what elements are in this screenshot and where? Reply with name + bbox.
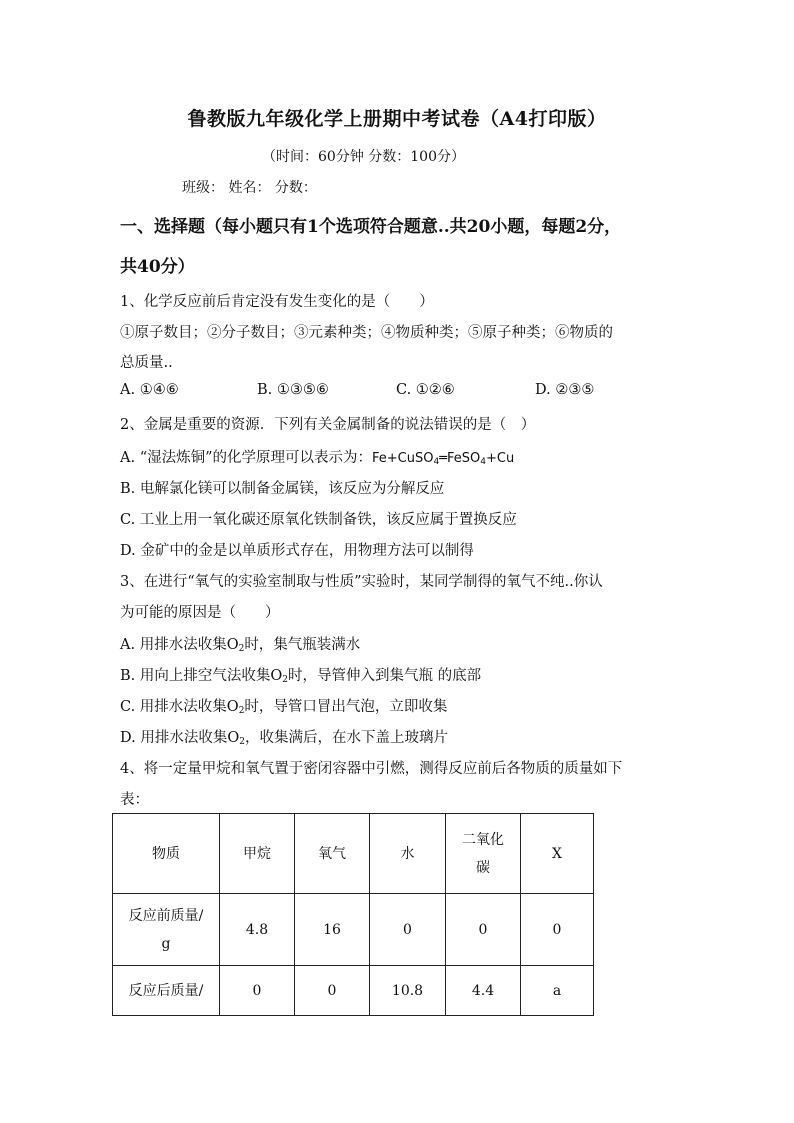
q2-stem: 2、金属是重要的资源．下列有关金属制备的说法错误的是（ ）	[120, 417, 536, 433]
q2-option-b: B. 电解氯化镁可以制备金属镁，该反应为分解反应	[120, 481, 445, 497]
q1-items: ①原子数目；②分子数目；③元素种类；④物质种类；⑤原子种类；⑥物质的	[120, 325, 613, 341]
row-label: 反应后质量/	[113, 966, 220, 1016]
table-cell: a	[521, 966, 594, 1016]
q3-option-d	[120, 726, 448, 747]
table-cell: 0	[446, 894, 521, 966]
header-cell-line: 碳	[476, 859, 490, 876]
q1-option-c: C. ①②⑥	[396, 382, 455, 398]
q3-option-b	[120, 664, 481, 685]
q1-option-b: B. ①③⑤⑥	[257, 382, 329, 398]
q3-a-sub: 2	[238, 644, 245, 654]
q3-a-pre: A. 用排水法收集O	[120, 637, 239, 653]
q2-option-a	[120, 446, 514, 467]
q1-stem: 1、化学反应前后肯定没有发生变化的是（ ）	[120, 294, 434, 310]
header-cell: 水	[370, 814, 446, 894]
q1-option-a: A. ①④⑥	[120, 382, 179, 398]
table-cell: 0	[370, 894, 446, 966]
q3-d-sub: 2	[239, 737, 245, 747]
q3-c-sub: 2	[238, 706, 245, 716]
eq-product-cu: +Cu	[486, 451, 515, 466]
table-cell: 4.4	[446, 966, 521, 1016]
q3-a-post: 时，集气瓶装满水	[244, 637, 361, 653]
q2-option-d: D. 金矿中的金是以单质形式存在，用物理方法可以制得	[120, 543, 474, 559]
q3-b-pre: B. 用向上排空气法收集O	[120, 668, 283, 684]
q1-items-cont: 总质量..	[120, 355, 173, 371]
table-header-row	[113, 814, 594, 894]
table-row	[113, 966, 594, 1016]
q3-option-c	[120, 695, 447, 716]
eq-product: ═FeSO	[439, 451, 481, 466]
header-cell-line: 二氧化	[462, 831, 504, 848]
q2-option-a-text: A. “湿法炼铜”的化学原理可以表示为：	[120, 450, 373, 466]
q4-stem-cont: 表：	[120, 792, 149, 808]
section-heading-cont: 共40分）	[120, 257, 195, 277]
eq-subscript: 4	[480, 457, 487, 467]
section-heading: 一、选择题（每小题只有1个选项符合题意..共20小题，每题2分，	[120, 217, 622, 237]
header-cell: 物质	[113, 814, 220, 894]
q3-b-post: 时，导管伸入到集气瓶 的底部	[288, 668, 482, 684]
q3-option-a	[120, 633, 360, 654]
row-label-line: 反应前质量/	[128, 907, 204, 924]
row-label-line: g	[161, 935, 171, 952]
student-fields: 班级： 姓名： 分数：	[182, 180, 317, 196]
table-cell: 4.8	[220, 894, 295, 966]
q3-stem-cont: 为可能的原因是（ ）	[120, 605, 280, 621]
mass-table	[112, 813, 594, 1016]
header-cell-co2	[446, 814, 521, 894]
q3-d-pre: D. 用排水法收集O	[120, 730, 240, 746]
header-cell: X	[521, 814, 594, 894]
header-cell: 氧气	[295, 814, 370, 894]
q3-c-pre: C. 用排水法收集O	[120, 699, 239, 715]
q3-b-sub: 2	[282, 675, 288, 685]
q3-stem: 3、在进行“氧气的实验室制取与性质”实验时，某同学制得的氧气不纯..你认	[120, 574, 603, 590]
chemical-equation	[372, 451, 514, 466]
header-cell: 甲烷	[220, 814, 295, 894]
table-cell: 0	[521, 894, 594, 966]
q3-c-post: 时，导管口冒出气泡，立即收集	[244, 699, 448, 715]
page-title: 鲁教版九年级化学上册期中考试卷（A4打印版）	[187, 108, 607, 130]
eq-subscript: 4	[433, 457, 440, 467]
eq-reactants: Fe+CuSO	[372, 451, 434, 466]
table-cell: 0	[220, 966, 295, 1016]
table-cell: 16	[295, 894, 370, 966]
q4-stem: 4、将一定量甲烷和氧气置于密闭容器中引燃，测得反应前后各物质的质量如下	[120, 761, 623, 777]
row-label	[113, 894, 220, 966]
q3-d-post: ，收集满后，在水下盖上玻璃片	[244, 730, 448, 746]
table-cell: 10.8	[370, 966, 446, 1016]
table-cell: 0	[295, 966, 370, 1016]
q1-option-d: D. ②③⑤	[535, 382, 595, 398]
table-row	[113, 894, 594, 966]
q2-option-c: C. 工业上用一氧化碳还原氧化铁制备铁，该反应属于置换反应	[120, 512, 517, 528]
exam-info: （时间：60分钟 分数：100分）	[262, 149, 465, 165]
